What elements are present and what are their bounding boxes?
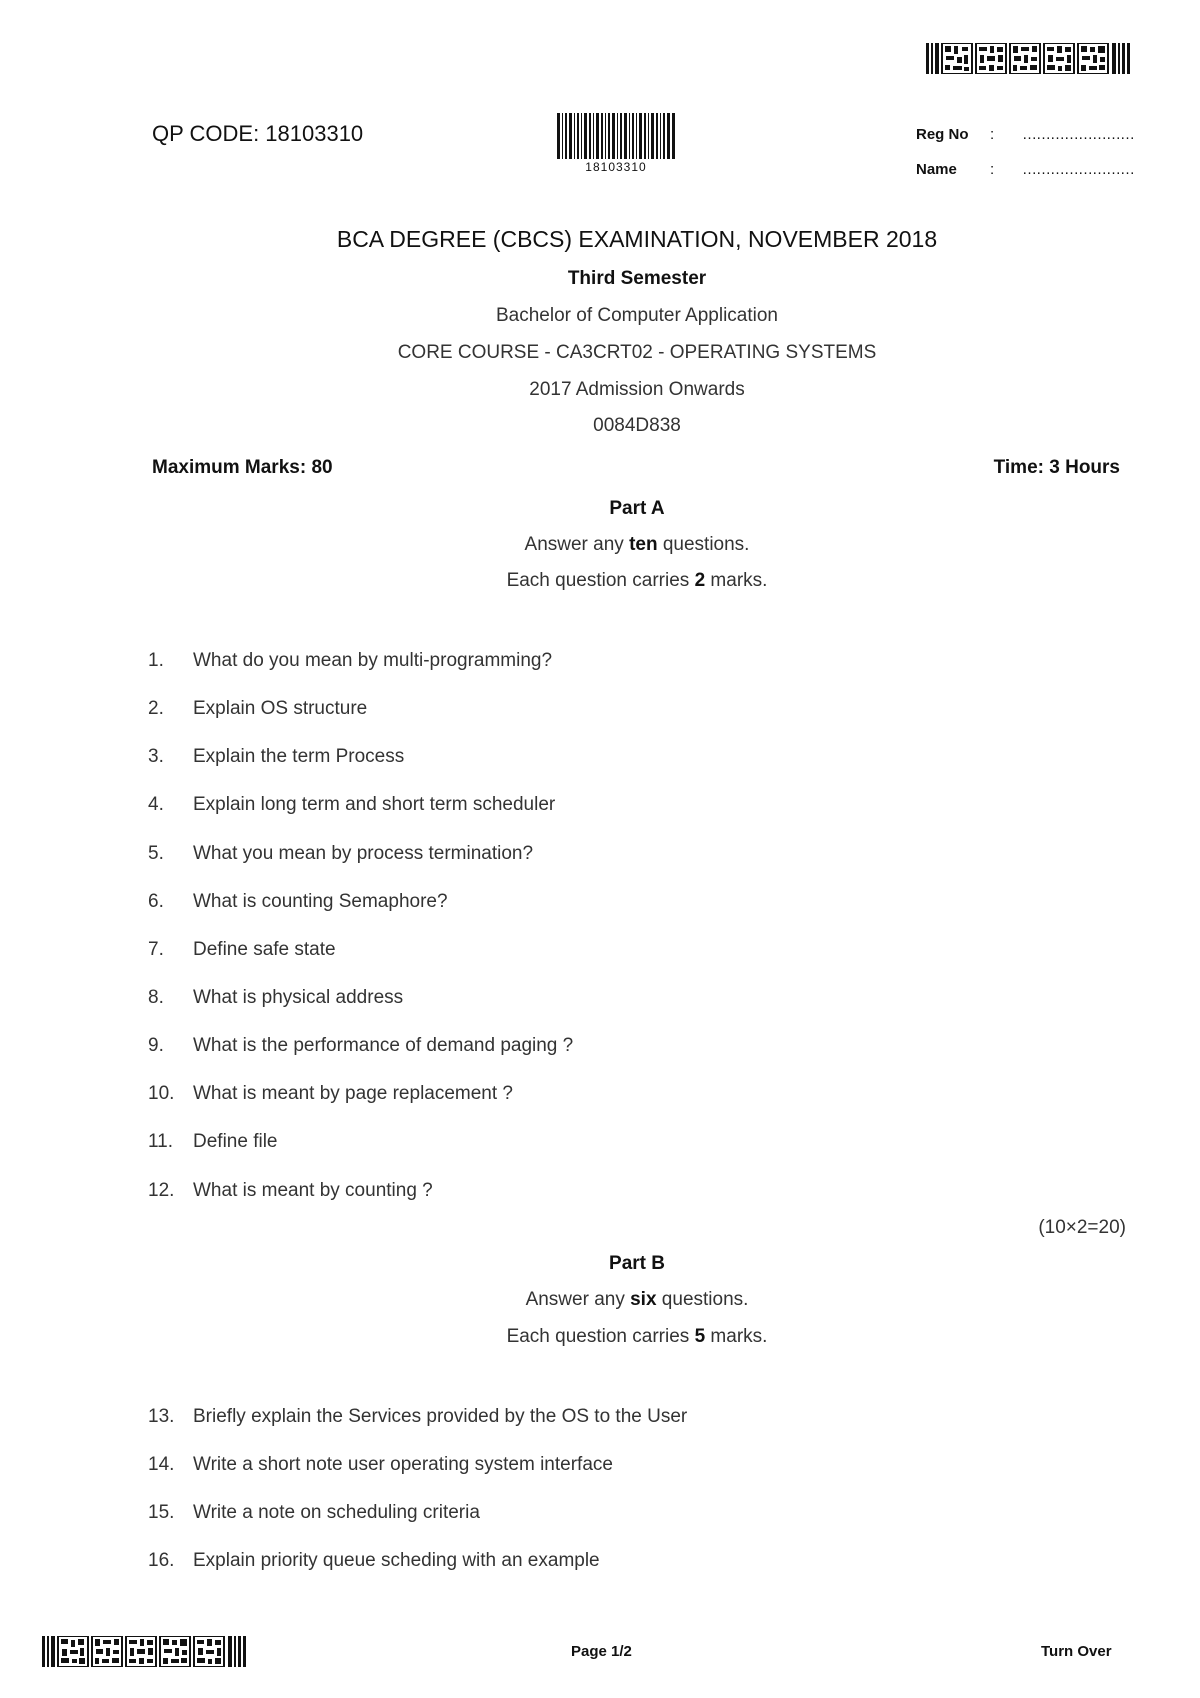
question-item: 5. What you mean by process termination? (148, 843, 534, 864)
part-a-instruction-1: Answer any ten questions. (524, 534, 750, 555)
time-allowed: Time: 3 Hours (993, 457, 1120, 478)
reg-no-colon: : (990, 126, 995, 143)
part-a-instruction-2: Each question carries 2 marks. (506, 570, 768, 591)
question-item: 16. Explain priority queue scheding with an example (148, 1550, 600, 1571)
page-number: Page 1/2 (571, 1643, 632, 1660)
paper-code: 0084D838 (593, 415, 681, 436)
part-b-instruction-2: Each question carries 5 marks. (506, 1326, 768, 1347)
reg-no-row (916, 126, 1134, 143)
question-item: 15. Write a note on scheduling criteria (148, 1502, 480, 1523)
reg-no-label: Reg No (916, 126, 969, 143)
name-row (916, 161, 1134, 178)
barcode-number: 18103310 (585, 160, 647, 174)
part-b-heading: Part B (609, 1253, 665, 1274)
question-item: 7. Define safe state (148, 939, 336, 960)
programme: Bachelor of Computer Application (496, 305, 778, 326)
name-colon: : (990, 161, 995, 178)
question-item: 2. Explain OS structure (148, 698, 368, 719)
question-item: 9. What is the performance of demand paging ? (148, 1035, 574, 1056)
question-item: 1. What do you mean by multi-programming? (148, 650, 553, 671)
question-item: 6. What is counting Semaphore? (148, 891, 448, 912)
exam-title: BCA DEGREE (CBCS) EXAMINATION, NOVEMBER 2018 (336, 226, 938, 252)
part-b-instruction-1: Answer any six questions. (525, 1289, 749, 1310)
qp-code: QP CODE: 18103310 (152, 121, 364, 146)
qr-code-bottom (42, 1636, 246, 1667)
question-item: 8. What is physical address (148, 987, 404, 1008)
question-item: 13. Briefly explain the Services provided by the OS to the User (148, 1406, 688, 1427)
question-item: 3. Explain the term Process (148, 746, 405, 767)
part-a-heading: Part A (609, 498, 665, 519)
question-item: 10. What is meant by page replacement ? (148, 1083, 514, 1104)
part-a-marks-tally: (10×2=20) (1038, 1217, 1126, 1238)
name-blank: …………………… (1022, 161, 1134, 178)
question-item: 12. What is meant by counting ? (148, 1180, 433, 1201)
max-marks: Maximum Marks: 80 (152, 457, 333, 478)
turn-over-note: Turn Over (1041, 1643, 1112, 1660)
question-item: 4. Explain long term and short term scheduler (148, 794, 556, 815)
reg-no-blank: …………………… (1022, 126, 1134, 143)
question-item: 14. Write a short note user operating system interface (148, 1454, 613, 1475)
admission: 2017 Admission Onwards (529, 379, 745, 400)
question-item: 11. Define file (148, 1131, 278, 1152)
course: CORE COURSE - CA3CRT02 - OPERATING SYSTEMS (397, 342, 877, 363)
semester: Third Semester (567, 268, 707, 289)
barcode (557, 113, 675, 159)
name-label: Name (916, 161, 957, 178)
qr-code-top (926, 43, 1130, 74)
